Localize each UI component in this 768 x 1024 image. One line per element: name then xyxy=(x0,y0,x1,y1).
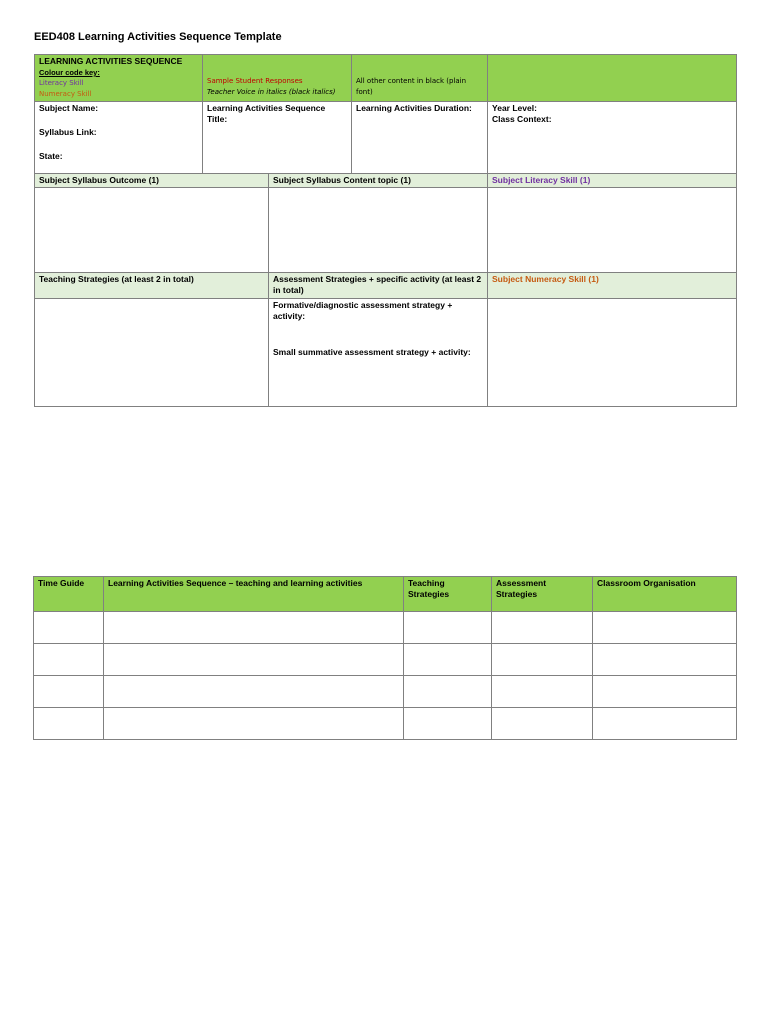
literacy-key: Literacy Skill xyxy=(39,79,84,87)
table-cell[interactable] xyxy=(492,644,593,676)
col-header-assessment: Assessment Strategies xyxy=(492,577,593,612)
summative-label: Small summative assessment strategy + activity: xyxy=(273,347,471,357)
header-key-cell xyxy=(35,55,203,102)
table-cell[interactable] xyxy=(104,612,404,644)
table-cell[interactable] xyxy=(404,612,492,644)
sample-responses-key: Sample Student Responses xyxy=(207,77,303,85)
numeracy-skill-cell[interactable] xyxy=(488,299,737,407)
duration-cell xyxy=(352,102,488,174)
table-cell[interactable] xyxy=(593,676,737,708)
colour-key-label: Colour code key: xyxy=(39,68,100,77)
assessment-strategies-cell[interactable] xyxy=(269,299,488,407)
col-header-teaching: Teaching Strategies xyxy=(404,577,492,612)
syllabus-outcome-cell[interactable] xyxy=(35,188,269,273)
table-cell[interactable] xyxy=(404,644,492,676)
year-level-cell xyxy=(488,102,737,174)
table-cell[interactable] xyxy=(104,708,404,740)
col-header-time-guide: Time Guide xyxy=(34,577,104,612)
document-title: EED408 Learning Activities Sequence Template xyxy=(34,31,282,43)
table-row xyxy=(34,612,737,644)
numeracy-skill-header: Subject Numeracy Skill (1) xyxy=(488,273,737,299)
header-empty-cell xyxy=(488,55,737,102)
table-cell[interactable] xyxy=(404,708,492,740)
content-topic-header: Subject Syllabus Content topic (1) xyxy=(269,174,488,188)
table-cell[interactable] xyxy=(593,644,737,676)
table-cell[interactable] xyxy=(104,676,404,708)
numeracy-key: Numeracy Skill xyxy=(39,90,92,98)
las-title-cell xyxy=(203,102,352,174)
table-cell[interactable] xyxy=(104,644,404,676)
subject-name-label: Subject Name: xyxy=(39,103,99,113)
teacher-voice-key: Teacher Voice in italics (black italics) xyxy=(207,88,336,96)
table-cell[interactable] xyxy=(34,612,104,644)
table-row xyxy=(34,676,737,708)
literacy-skill-cell[interactable] xyxy=(488,188,737,273)
sequence-table xyxy=(33,576,737,740)
table-cell[interactable] xyxy=(34,644,104,676)
subject-cell xyxy=(35,102,203,174)
table-row xyxy=(34,708,737,740)
table-cell[interactable] xyxy=(593,612,737,644)
syllabus-link-label: Syllabus Link: xyxy=(39,127,97,137)
col-header-activities: Learning Activities Sequence – teaching and learning activities xyxy=(104,577,404,612)
content-topic-cell[interactable] xyxy=(269,188,488,273)
header-other-cell xyxy=(352,55,488,102)
other-content-key: All other content in black (plain font) xyxy=(356,77,467,96)
teaching-strategies-cell[interactable] xyxy=(35,299,269,407)
sequence-heading: LEARNING ACTIVITIES SEQUENCE xyxy=(39,56,183,66)
table-cell[interactable] xyxy=(34,708,104,740)
class-context-label: Class Context: xyxy=(492,114,552,124)
state-label: State: xyxy=(39,151,63,161)
table-cell[interactable] xyxy=(404,676,492,708)
las-title-label: Learning Activities Sequence Title: xyxy=(207,103,326,124)
year-level-label: Year Level: xyxy=(492,103,537,113)
teaching-strategies-header: Teaching Strategies (at least 2 in total) xyxy=(35,273,269,299)
table-cell[interactable] xyxy=(492,612,593,644)
table-cell[interactable] xyxy=(593,708,737,740)
assessment-strategies-header: Assessment Strategies + specific activity (at least 2 in total) xyxy=(269,273,488,299)
table-row xyxy=(34,644,737,676)
syllabus-outcome-header: Subject Syllabus Outcome (1) xyxy=(35,174,269,188)
table-cell[interactable] xyxy=(492,708,593,740)
formative-label: Formative/diagnostic assessment strategy + activity: xyxy=(273,300,453,321)
planning-table xyxy=(34,54,737,407)
literacy-skill-header: Subject Literacy Skill (1) xyxy=(488,174,737,188)
duration-label: Learning Activities Duration: xyxy=(356,103,472,113)
table-cell[interactable] xyxy=(34,676,104,708)
col-header-classroom: Classroom Organisation xyxy=(593,577,737,612)
header-sample-cell xyxy=(203,55,352,102)
table-cell[interactable] xyxy=(492,676,593,708)
